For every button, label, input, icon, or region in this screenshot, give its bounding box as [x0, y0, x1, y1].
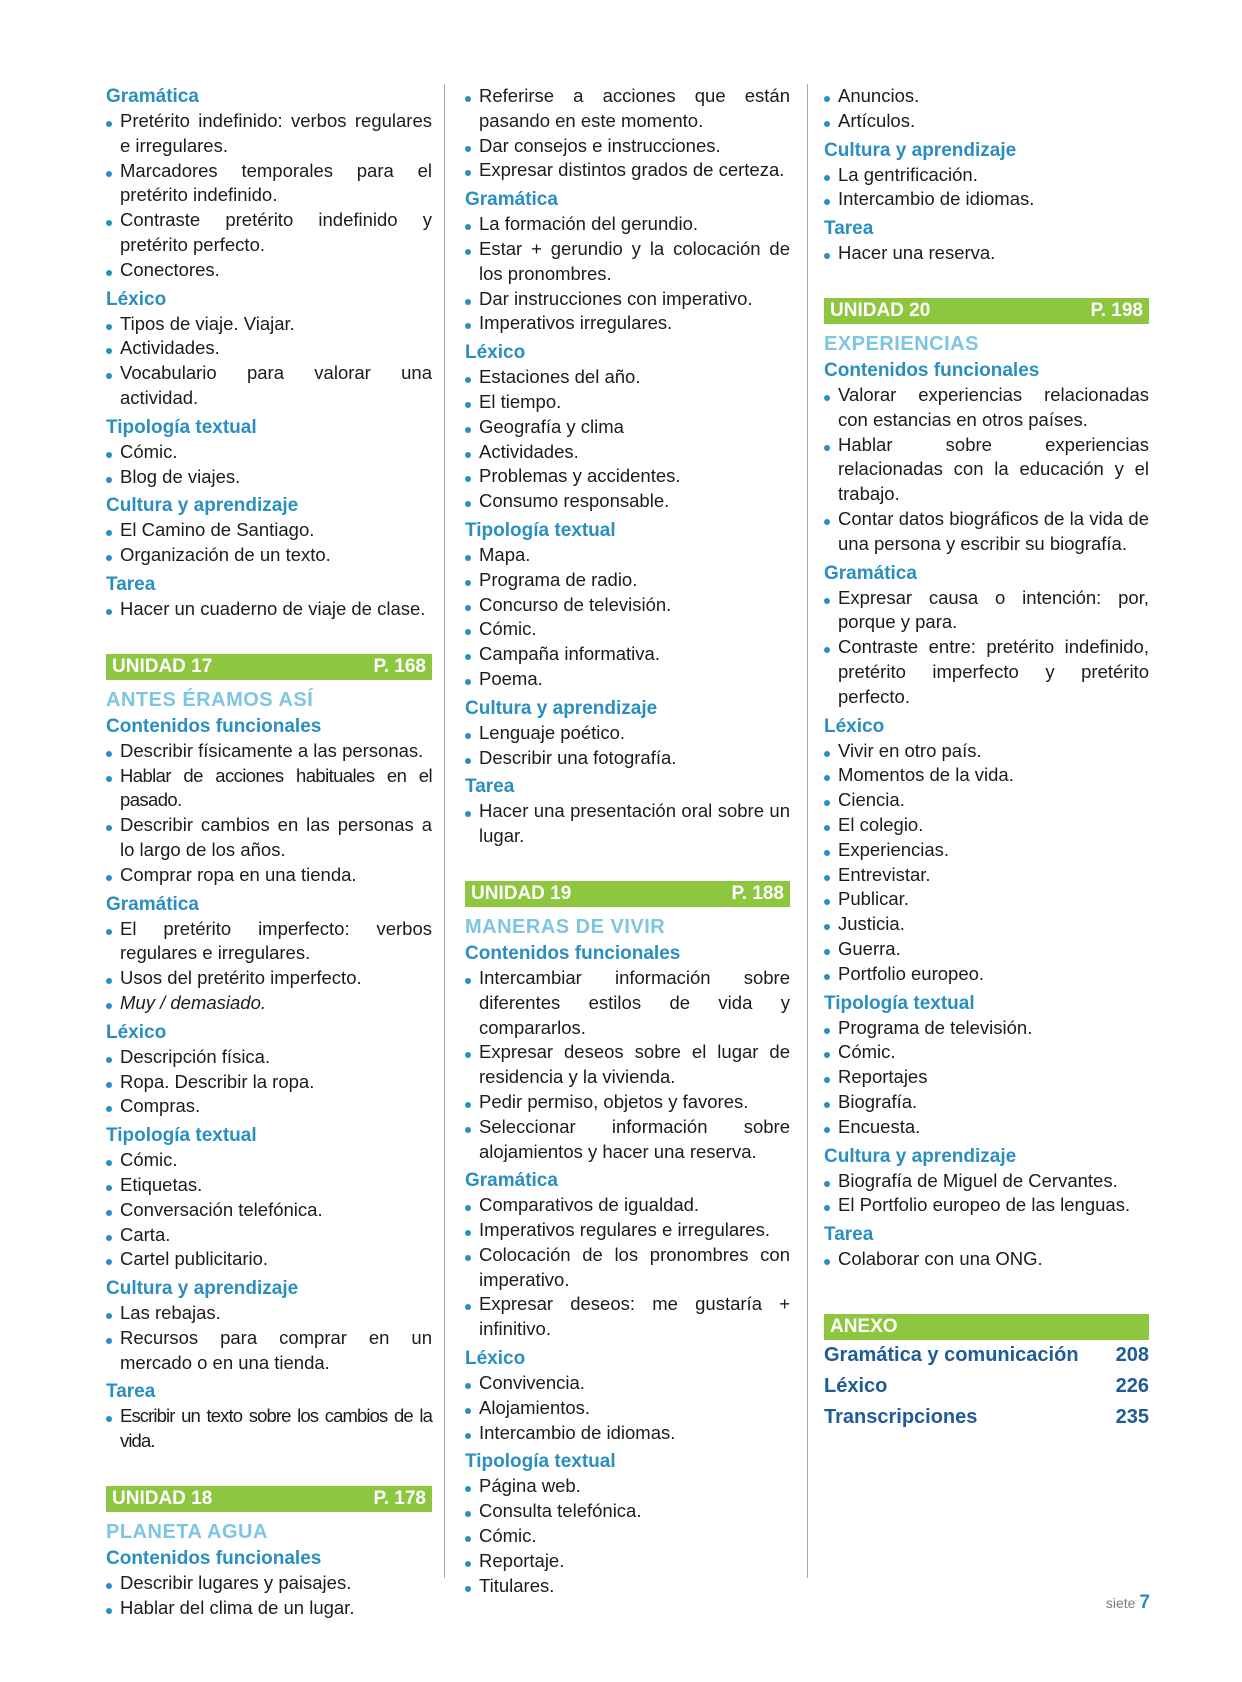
list-item: Convivencia.: [465, 1371, 790, 1396]
column-3: [824, 84, 1149, 1433]
section-heading: Contenidos funcionales: [106, 715, 322, 737]
annex-row-page: 226: [1115, 1374, 1149, 1397]
list-item: Usos del pretérito imperfecto.: [106, 966, 432, 991]
list-item: Programa de televisión.: [824, 1016, 1149, 1041]
bullet-list: [106, 440, 432, 490]
bullet-list: [465, 84, 790, 183]
bullet-icon: [824, 1181, 830, 1187]
bullet-list: [465, 212, 790, 336]
bullet-list: [824, 1016, 1149, 1140]
list-item: Experiencias.: [824, 838, 1149, 863]
bullet-icon: [106, 220, 112, 226]
list-item: La gentrificación.: [824, 163, 1149, 188]
bullet-icon: [106, 776, 112, 782]
bullet-icon: [824, 875, 830, 881]
list-item: El tiempo.: [465, 390, 790, 415]
unit-page: P. 198: [1090, 299, 1143, 321]
section-heading: Contenidos funcionales: [106, 1548, 322, 1570]
list-item: Imperativos irregulares.: [465, 311, 790, 336]
bullet-list: [106, 1404, 432, 1454]
list-item: Hablar del clima de un lugar.: [106, 1596, 432, 1621]
bullet-list: [824, 84, 1149, 134]
list-item: Reportaje.: [465, 1549, 790, 1574]
list-item: Recursos para comprar en un mercado o en una tienda.: [106, 1326, 432, 1376]
bullet-list: [465, 721, 790, 771]
bullet-icon: [465, 1561, 471, 1567]
list-item: Guerra.: [824, 937, 1149, 962]
unit-page: P. 168: [373, 655, 426, 677]
unit-18-header[interactable]: [106, 1486, 432, 1512]
list-item: Escribir un texto sobre los cambios de la vida.: [106, 1404, 432, 1454]
list-item: Vivir en otro país.: [824, 739, 1149, 764]
unit-label: UNIDAD 17: [112, 655, 213, 677]
list-item: Justicia.: [824, 912, 1149, 937]
bullet-icon: [465, 323, 471, 329]
bullet-list: [106, 1045, 432, 1119]
bullet-icon: [465, 605, 471, 611]
unit-title: ANTES ÉRAMOS ASÍ: [106, 688, 314, 711]
list-item: Ciencia.: [824, 788, 1149, 813]
section-heading: Tipología textual: [106, 1125, 257, 1147]
list-item: Organización de un texto.: [106, 543, 432, 568]
list-item: Pretérito indefinido: verbos regulares e irregulares.: [106, 109, 432, 159]
bullet-icon: [465, 249, 471, 255]
bullet-icon: [824, 96, 830, 102]
list-item: Hacer una reserva.: [824, 241, 1149, 266]
list-item: Cómic.: [106, 1148, 432, 1173]
unit-page: P. 178: [373, 1488, 426, 1510]
list-item: Descripción física.: [106, 1045, 432, 1070]
bullet-icon: [824, 1127, 830, 1133]
list-item: Colaborar con una ONG.: [824, 1247, 1149, 1272]
page-number: [1106, 1592, 1150, 1614]
list-item: Página web.: [465, 1474, 790, 1499]
bullet-icon: [465, 555, 471, 561]
bullet-icon: [106, 978, 112, 984]
list-item: Campaña informativa.: [465, 642, 790, 667]
bullet-icon: [106, 1583, 112, 1589]
section-heading: Gramática: [824, 562, 917, 584]
section-heading: Tarea: [824, 1224, 874, 1246]
section-heading: Contenidos funcionales: [465, 942, 681, 964]
bullet-list: [824, 1247, 1149, 1272]
bullet-icon: [465, 580, 471, 586]
bullet-icon: [824, 850, 830, 856]
bullet-icon: [824, 121, 830, 127]
section-heading: Cultura y aprendizaje: [824, 139, 1017, 161]
bullet-list: [106, 1301, 432, 1375]
bullet-icon: [465, 1102, 471, 1108]
bullet-icon: [465, 1511, 471, 1517]
bullet-icon: [824, 899, 830, 905]
bullet-icon: [824, 1205, 830, 1211]
section-heading: Tipología textual: [824, 992, 975, 1014]
section-heading: Tarea: [106, 573, 156, 595]
bullet-list: [106, 1571, 432, 1621]
bullet-icon: [824, 1028, 830, 1034]
column-1: [106, 84, 432, 1621]
list-item: Artículos.: [824, 109, 1149, 134]
annex-row-label: Léxico: [824, 1374, 888, 1397]
bullet-icon: [465, 452, 471, 458]
list-item: Etiquetas.: [106, 1173, 432, 1198]
bullet-icon: [465, 1205, 471, 1211]
list-item: El Portfolio europeo de las lenguas.: [824, 1193, 1149, 1218]
list-item: Lenguaje poético.: [465, 721, 790, 746]
list-item: Cartel publicitario.: [106, 1247, 432, 1272]
annex-row-label: Gramática y comunicación: [824, 1343, 1079, 1366]
section-heading: Cultura y aprendizaje: [106, 495, 299, 517]
list-item: Contraste pretérito indefinido y pretérito perfecto.: [106, 208, 432, 258]
bullet-icon: [465, 654, 471, 660]
bullet-icon: [465, 224, 471, 230]
list-item: Geografía y clima: [465, 415, 790, 440]
bullet-icon: [106, 530, 112, 536]
bullet-icon: [465, 96, 471, 102]
section-heading: Cultura y aprendizaje: [106, 1278, 299, 1300]
list-item: Momentos de la vida.: [824, 763, 1149, 788]
bullet-list: [465, 365, 790, 514]
section-heading: Cultura y aprendizaje: [824, 1145, 1017, 1167]
bullet-icon: [106, 929, 112, 935]
bullet-list: [465, 966, 790, 1164]
column-divider-left: [444, 84, 445, 1578]
list-item: Carta.: [106, 1223, 432, 1248]
list-item: Publicar.: [824, 887, 1149, 912]
bullet-icon: [106, 348, 112, 354]
bullet-list: [824, 739, 1149, 987]
bullet-list: [106, 518, 432, 568]
list-item: Reportajes: [824, 1065, 1149, 1090]
list-item: Problemas y accidentes.: [465, 464, 790, 489]
list-item: Pedir permiso, objetos y favores.: [465, 1090, 790, 1115]
bullet-icon: [824, 1259, 830, 1265]
bullet-icon: [465, 427, 471, 433]
bullet-icon: [465, 170, 471, 176]
list-item: Comprar ropa en una tienda.: [106, 863, 432, 888]
column-2: [465, 84, 790, 1598]
bullet-list: [465, 799, 790, 849]
bullet-icon: [824, 175, 830, 181]
list-item: Comparativos de igualdad.: [465, 1193, 790, 1218]
list-item: Poema.: [465, 667, 790, 692]
annex-row[interactable]: [824, 1402, 1149, 1433]
bullet-icon: [106, 121, 112, 127]
list-item: Encuesta.: [824, 1115, 1149, 1140]
list-item: Imperativos regulares e irregulares.: [465, 1218, 790, 1243]
unit-page: P. 188: [731, 882, 784, 904]
section-heading: Tarea: [465, 776, 515, 798]
bullet-icon: [465, 679, 471, 685]
bullet-icon: [824, 775, 830, 781]
list-item: Biografía.: [824, 1090, 1149, 1115]
list-item: Mapa.: [465, 543, 790, 568]
bullet-icon: [824, 1077, 830, 1083]
bullet-icon: [106, 555, 112, 561]
bullet-icon: [465, 1127, 471, 1133]
list-item: Valorar experiencias relacionadas con estancias en otros países.: [824, 383, 1149, 433]
bullet-icon: [465, 476, 471, 482]
bullet-list: [465, 1193, 790, 1342]
bullet-icon: [106, 171, 112, 177]
list-item: Cómic.: [465, 617, 790, 642]
bullet-icon: [465, 299, 471, 305]
bullet-icon: [824, 949, 830, 955]
annex-row[interactable]: [824, 1371, 1149, 1402]
section-heading: Gramática: [465, 1170, 558, 1192]
bullet-list: [106, 1148, 432, 1272]
bullet-icon: [106, 825, 112, 831]
list-item: El Camino de Santiago.: [106, 518, 432, 543]
list-item: Hablar sobre experiencias relacionadas con la educación y el trabajo.: [824, 433, 1149, 507]
list-item: Actividades.: [465, 440, 790, 465]
list-item: Referirse a acciones que están pasando en este momento.: [465, 84, 790, 134]
list-item: Programa de radio.: [465, 568, 790, 593]
bullet-icon: [465, 733, 471, 739]
section-heading: Tipología textual: [106, 416, 257, 438]
bullet-icon: [824, 1052, 830, 1058]
bullet-icon: [106, 452, 112, 458]
bullet-icon: [824, 253, 830, 259]
annex-row[interactable]: [824, 1340, 1149, 1371]
list-item: Estaciones del año.: [465, 365, 790, 390]
bullet-icon: [106, 1082, 112, 1088]
section-heading: Léxico: [465, 1348, 526, 1370]
bullet-icon: [465, 1536, 471, 1542]
bullet-icon: [824, 800, 830, 806]
list-item: Conversación telefónica.: [106, 1198, 432, 1223]
list-item: El pretérito imperfecto: verbos regulares e irregulares.: [106, 917, 432, 967]
annex-row-page: 235: [1115, 1405, 1149, 1428]
list-item: Anuncios.: [824, 84, 1149, 109]
list-item: Expresar deseos sobre el lugar de residencia y la vivienda.: [465, 1040, 790, 1090]
list-item: Describir físicamente a las personas.: [106, 739, 432, 764]
section-heading: Tipología textual: [465, 1451, 616, 1473]
bullet-icon: [465, 1486, 471, 1492]
bullet-icon: [106, 1259, 112, 1265]
bullet-icon: [106, 609, 112, 615]
annex-label: ANEXO: [830, 1315, 898, 1337]
list-item: Marcadores temporales para el pretérito indefinido.: [106, 159, 432, 209]
list-item: Titulares.: [465, 1574, 790, 1599]
bullet-icon: [106, 1057, 112, 1063]
bullet-icon: [106, 875, 112, 881]
bullet-icon: [106, 477, 112, 483]
list-item: Alojamientos.: [465, 1396, 790, 1421]
section-heading: Léxico: [465, 342, 526, 364]
list-item: Concurso de televisión.: [465, 593, 790, 618]
bullet-icon: [465, 629, 471, 635]
list-item: Consumo responsable.: [465, 489, 790, 514]
list-item: Consulta telefónica.: [465, 1499, 790, 1524]
bullet-icon: [824, 647, 830, 653]
bullet-icon: [106, 270, 112, 276]
list-item: Dar instrucciones con imperativo.: [465, 287, 790, 312]
list-item: Hacer un cuaderno de viaje de clase.: [106, 597, 432, 622]
bullet-icon: [106, 1160, 112, 1166]
unit-17-header[interactable]: [106, 654, 432, 680]
unit-title: MANERAS DE VIVIR: [465, 915, 666, 938]
list-item: Las rebajas.: [106, 1301, 432, 1326]
bullet-icon: [465, 402, 471, 408]
bullet-icon: [106, 373, 112, 379]
list-item: La formación del gerundio.: [465, 212, 790, 237]
bullet-icon: [106, 1003, 112, 1009]
bullet-icon: [465, 978, 471, 984]
section-heading: Gramática: [465, 189, 558, 211]
list-item: Expresar deseos: me gustaría + infinitivo.: [465, 1292, 790, 1342]
list-item: Tipos de viaje. Viajar.: [106, 312, 432, 337]
bullet-icon: [824, 924, 830, 930]
bullet-icon: [824, 825, 830, 831]
bullet-icon: [106, 1185, 112, 1191]
bullet-list: [824, 163, 1149, 213]
list-item: Vocabulario para valorar una actividad.: [106, 361, 432, 411]
bullet-icon: [465, 1586, 471, 1592]
bullet-icon: [824, 1102, 830, 1108]
bullet-icon: [465, 1408, 471, 1414]
list-item: Blog de viajes.: [106, 465, 432, 490]
bullet-list: [465, 543, 790, 692]
bullet-icon: [106, 1106, 112, 1112]
list-item: Intercambio de idiomas.: [465, 1421, 790, 1446]
bullet-icon: [106, 1235, 112, 1241]
unit-label: UNIDAD 19: [471, 882, 572, 904]
bullet-list: [824, 241, 1149, 266]
section-heading: Gramática: [106, 893, 199, 915]
list-item: Seleccionar información sobre alojamientos y hacer una reserva.: [465, 1115, 790, 1165]
annex-row-label: Transcripciones: [824, 1405, 978, 1428]
page-number-word: siete: [1105, 1595, 1136, 1611]
list-item: Describir lugares y paisajes.: [106, 1571, 432, 1596]
annex-row-page: 208: [1115, 1343, 1149, 1366]
list-item: Hacer una presentación oral sobre un lugar.: [465, 799, 790, 849]
list-item: Intercambiar información sobre diferentes estilos de vida y compararlos.: [465, 966, 790, 1040]
bullet-list: [465, 1474, 790, 1598]
bullet-icon: [465, 377, 471, 383]
list-item: Muy / demasiado.: [106, 991, 432, 1016]
list-item: Describir cambios en las personas a lo largo de los años.: [106, 813, 432, 863]
bullet-icon: [824, 974, 830, 980]
bullet-icon: [465, 1230, 471, 1236]
bullet-icon: [465, 758, 471, 764]
list-item: Describir una fotografía.: [465, 746, 790, 771]
unit-19-header[interactable]: [465, 881, 790, 907]
section-heading: Léxico: [824, 715, 885, 737]
list-item: Hablar de acciones habituales en el pasado.: [106, 764, 432, 814]
bullet-list: [465, 1371, 790, 1445]
bullet-icon: [106, 1338, 112, 1344]
list-item: Intercambio de idiomas.: [824, 187, 1149, 212]
bullet-list: [824, 383, 1149, 557]
list-item: Portfolio europeo.: [824, 962, 1149, 987]
column-divider-right: [807, 84, 808, 1578]
bullet-icon: [106, 1210, 112, 1216]
bullet-icon: [824, 598, 830, 604]
section-heading: Léxico: [106, 288, 167, 310]
section-heading: Contenidos funcionales: [824, 359, 1040, 381]
list-item: El colegio.: [824, 813, 1149, 838]
bullet-list: [106, 597, 432, 622]
section-heading: Tarea: [106, 1381, 156, 1403]
bullet-icon: [465, 501, 471, 507]
bullet-list: [106, 917, 432, 1016]
bullet-list: [106, 109, 432, 283]
bullet-list: [824, 586, 1149, 710]
bullet-icon: [465, 146, 471, 152]
unit-label: UNIDAD 20: [830, 299, 931, 321]
bullet-icon: [465, 1433, 471, 1439]
bullet-icon: [106, 1313, 112, 1319]
bullet-icon: [106, 324, 112, 330]
bullet-icon: [824, 519, 830, 525]
list-item: Expresar distintos grados de certeza.: [465, 158, 790, 183]
list-item: Cómic.: [106, 440, 432, 465]
bullet-icon: [824, 199, 830, 205]
list-item: Conectores.: [106, 258, 432, 283]
unit-title: EXPERIENCIAS: [824, 332, 979, 355]
page-number-digit: 7: [1139, 1592, 1150, 1613]
unit-label: UNIDAD 18: [112, 1488, 213, 1510]
section-heading: Tarea: [824, 218, 874, 240]
bullet-icon: [465, 1304, 471, 1310]
list-item: Ropa. Describir la ropa.: [106, 1070, 432, 1095]
bullet-icon: [465, 811, 471, 817]
bullet-icon: [824, 445, 830, 451]
list-item: Actividades.: [106, 336, 432, 361]
section-heading: Cultura y aprendizaje: [465, 697, 658, 719]
unit-20-header[interactable]: [824, 298, 1149, 324]
list-item: Cómic.: [824, 1040, 1149, 1065]
list-item: Cómic.: [465, 1524, 790, 1549]
bullet-list: [106, 739, 432, 888]
list-item: Colocación de los pronombres con imperativo.: [465, 1243, 790, 1293]
bullet-icon: [465, 1255, 471, 1261]
list-item: Dar consejos e instrucciones.: [465, 134, 790, 159]
bullet-list: [106, 312, 432, 411]
list-item: Expresar causa o intención: por, porque y para.: [824, 586, 1149, 636]
bullet-icon: [106, 751, 112, 757]
list-item: Compras.: [106, 1094, 432, 1119]
bullet-icon: [106, 1416, 112, 1422]
list-item: Contraste entre: pretérito indefinido, pretérito imperfecto y pretérito perfecto.: [824, 635, 1149, 709]
bullet-icon: [465, 1383, 471, 1389]
annex-header[interactable]: [824, 1314, 1149, 1340]
section-heading: Léxico: [106, 1021, 167, 1043]
list-item: Estar + gerundio y la colocación de los pronombres.: [465, 237, 790, 287]
list-item: Biografía de Miguel de Cervantes.: [824, 1169, 1149, 1194]
bullet-icon: [465, 1052, 471, 1058]
bullet-icon: [824, 395, 830, 401]
section-heading: Tipología textual: [465, 519, 616, 541]
bullet-list: [824, 1169, 1149, 1219]
list-item: Contar datos biográficos de la vida de una persona y escribir su biografía.: [824, 507, 1149, 557]
list-item: Entrevistar.: [824, 863, 1149, 888]
bullet-icon: [106, 1608, 112, 1614]
section-heading: Gramática: [106, 86, 199, 107]
unit-title: PLANETA AGUA: [106, 1521, 268, 1544]
bullet-icon: [824, 751, 830, 757]
